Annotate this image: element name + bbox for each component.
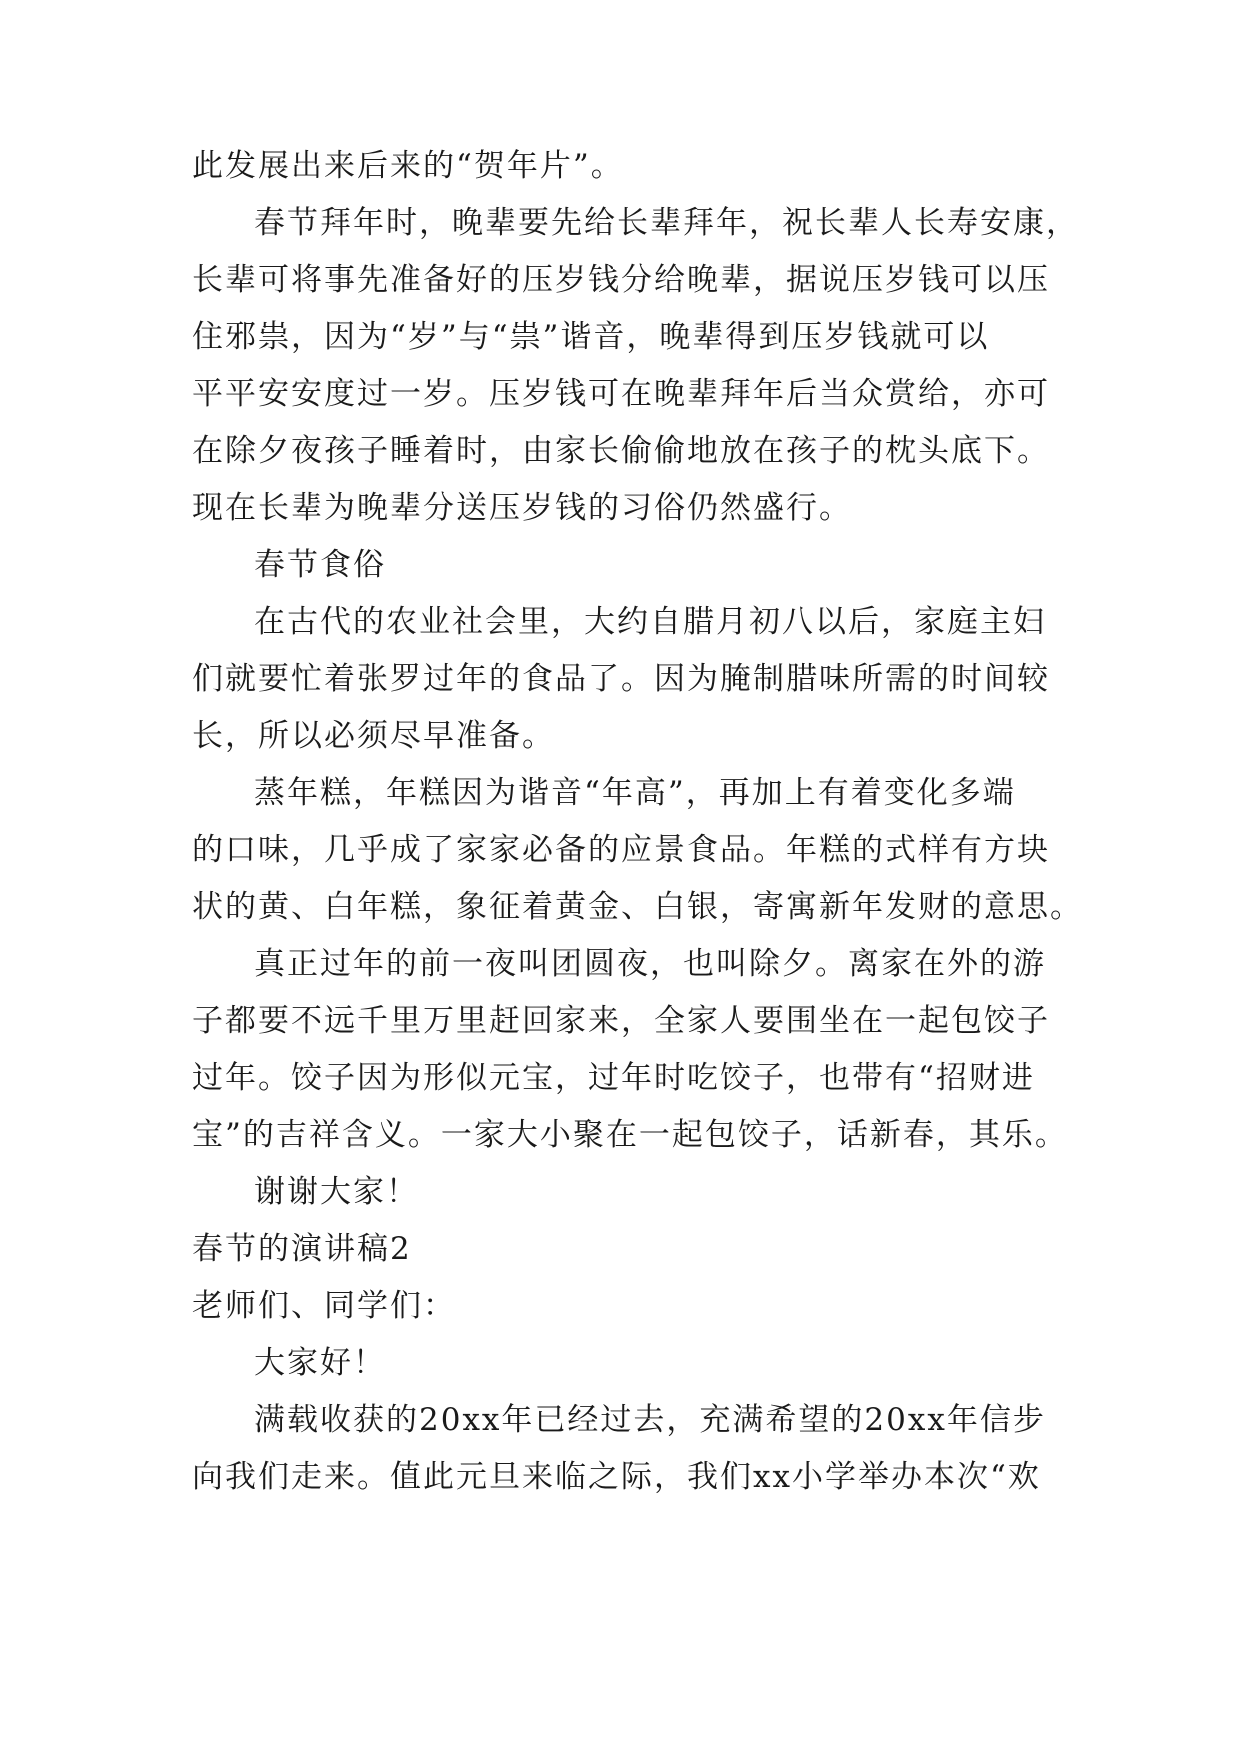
paragraph-line: 长，所以必须尽早准备。: [192, 718, 555, 754]
paragraph-line: 状的黄、白年糕，象征着黄金、白银，寄寓新年发财的意思。: [192, 889, 1083, 925]
section-heading: 春节食俗: [254, 547, 386, 583]
greeting: 大家好！: [254, 1345, 386, 1381]
paragraph-line: 真正过年的前一夜叫团圆夜，也叫除夕。离家在外的游: [254, 946, 1046, 982]
closing-line: 谢谢大家！: [254, 1174, 419, 1210]
paragraph-line: 宝”的吉祥含义。一家大小聚在一起包饺子，话新春，其乐。: [192, 1117, 1068, 1153]
paragraph-line: 向我们走来。值此元旦来临之际，我们xx小学举办本次“欢: [192, 1459, 1041, 1495]
paragraph-line: 蒸年糕，年糕因为谐音“年高”，再加上有着变化多端: [254, 775, 1016, 811]
paragraph-line: 住邪祟，因为“岁”与“祟”谐音，晚辈得到压岁钱就可以: [192, 319, 990, 355]
paragraph-line: 在古代的农业社会里，大约自腊月初八以后，家庭主妇: [254, 604, 1046, 640]
paragraph-line: 子都要不远千里万里赶回家来，全家人要围坐在一起包饺子: [192, 1003, 1050, 1039]
paragraph-line: 平平安安度过一岁。压岁钱可在晚辈拜年后当众赏给，亦可: [192, 376, 1050, 412]
paragraph-line: 过年。饺子因为形似元宝，过年时吃饺子，也带有“招财进: [192, 1060, 1035, 1096]
paragraph-line: 在除夕夜孩子睡着时，由家长偷偷地放在孩子的枕头底下。: [192, 433, 1050, 469]
paragraph-line: 此发展出来后来的“贺年片”。: [192, 148, 624, 184]
paragraph-line: 长辈可将事先准备好的压岁钱分给晚辈，据说压岁钱可以压: [192, 262, 1050, 298]
paragraph-line: 春节拜年时，晚辈要先给长辈拜年，祝长辈人长寿安康，: [254, 205, 1079, 241]
paragraph-line: 们就要忙着张罗过年的食品了。因为腌制腊味所需的时间较: [192, 661, 1050, 697]
salutation: 老师们、同学们：: [192, 1288, 456, 1324]
paragraph-line: 的口味，几乎成了家家必备的应景食品。年糕的式样有方块: [192, 832, 1050, 868]
section-title: 春节的演讲稿2: [192, 1231, 412, 1267]
paragraph-line: 现在长辈为晚辈分送压岁钱的习俗仍然盛行。: [192, 490, 852, 526]
paragraph-line: 满载收获的20xx年已经过去，充满希望的20xx年信步: [254, 1402, 1046, 1438]
